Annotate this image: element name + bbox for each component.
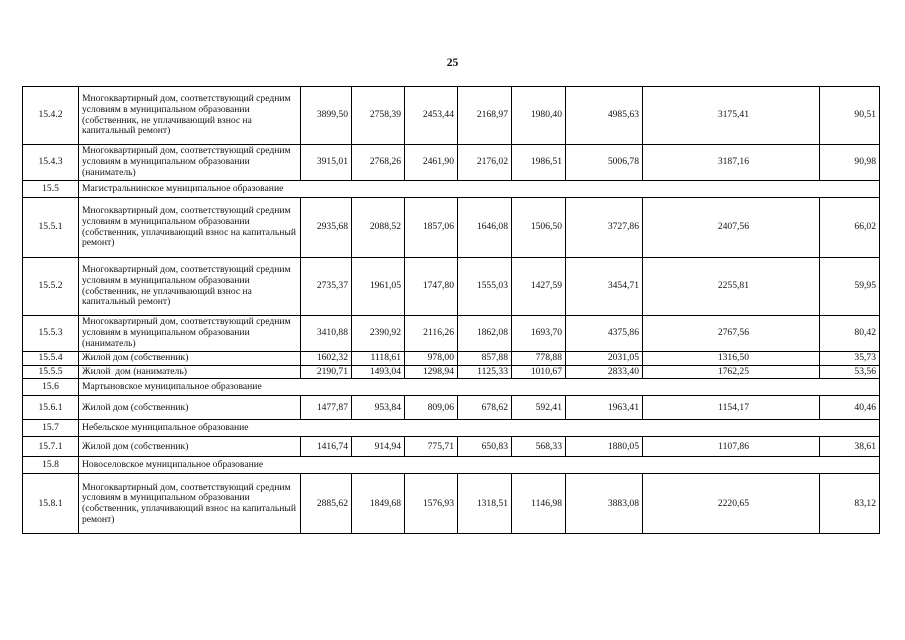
- value-cell: 857,88: [458, 352, 512, 366]
- value-cell: 1762,25: [643, 365, 820, 379]
- row-number: 15.5.5: [23, 365, 79, 379]
- value-cell: 1961,05: [352, 258, 405, 316]
- table-row: [23, 145, 880, 181]
- table-row: [23, 198, 880, 258]
- table-row: [23, 352, 880, 366]
- section-number: 15.5: [23, 181, 79, 198]
- row-description: Многоквартирный дом, соответствующий средним условиям в муниципальном образовании (собственник, уплачивающий взнос на капитальный ремонт): [79, 198, 301, 258]
- value-cell: 4375,86: [566, 316, 643, 352]
- table-row: [23, 396, 880, 420]
- value-cell: 83,12: [820, 474, 880, 534]
- value-cell: 2031,05: [566, 352, 643, 366]
- row-description: Многоквартирный дом, соответствующий средним условиям в муниципальном образовании (наниматель): [79, 145, 301, 181]
- value-cell: 2833,40: [566, 365, 643, 379]
- value-cell: 3175,41: [643, 87, 820, 145]
- value-cell: 592,41: [512, 396, 566, 420]
- value-cell: 1493,04: [352, 365, 405, 379]
- value-cell: 1602,32: [301, 352, 352, 366]
- table-row: [23, 474, 880, 534]
- value-cell: 3410,88: [301, 316, 352, 352]
- value-cell: 1125,33: [458, 365, 512, 379]
- value-cell: 2168,97: [458, 87, 512, 145]
- value-cell: 1298,94: [405, 365, 458, 379]
- row-number: 15.7.1: [23, 437, 79, 457]
- row-number: 15.4.3: [23, 145, 79, 181]
- value-cell: 2220,65: [643, 474, 820, 534]
- value-cell: 1118,61: [352, 352, 405, 366]
- value-cell: 1506,50: [512, 198, 566, 258]
- value-cell: 3883,08: [566, 474, 643, 534]
- value-cell: 38,61: [820, 437, 880, 457]
- value-cell: 2935,68: [301, 198, 352, 258]
- value-cell: 90,51: [820, 87, 880, 145]
- row-description: Многоквартирный дом, соответствующий средним условиям в муниципальном образовании (наниматель): [79, 316, 301, 352]
- value-cell: 914,94: [352, 437, 405, 457]
- section-number: 15.7: [23, 420, 79, 437]
- table-row: [23, 87, 880, 145]
- row-description: Жилой дом (собственник): [79, 396, 301, 420]
- value-cell: 2767,56: [643, 316, 820, 352]
- value-cell: 953,84: [352, 396, 405, 420]
- section-row: [23, 181, 880, 198]
- value-cell: 568,33: [512, 437, 566, 457]
- section-row: [23, 420, 880, 437]
- section-title: Магистральнинское муниципальное образование: [79, 181, 880, 198]
- value-cell: 2407,56: [643, 198, 820, 258]
- value-cell: 2768,26: [352, 145, 405, 181]
- value-cell: 1862,08: [458, 316, 512, 352]
- row-description: Жилой дом (собственник): [79, 437, 301, 457]
- row-number: 15.5.1: [23, 198, 79, 258]
- value-cell: 809,06: [405, 396, 458, 420]
- value-cell: 3915,01: [301, 145, 352, 181]
- value-cell: 2390,92: [352, 316, 405, 352]
- value-cell: 2453,44: [405, 87, 458, 145]
- value-cell: 5006,78: [566, 145, 643, 181]
- value-cell: 1857,06: [405, 198, 458, 258]
- value-cell: 2176,02: [458, 145, 512, 181]
- row-number: 15.5.2: [23, 258, 79, 316]
- table-row: [23, 365, 880, 379]
- value-cell: 1010,67: [512, 365, 566, 379]
- row-description: Многоквартирный дом, соответствующий средним условиям в муниципальном образовании (собственник, не уплачивающий взнос на капитальный ремонт): [79, 87, 301, 145]
- value-cell: 3727,86: [566, 198, 643, 258]
- value-cell: 1986,51: [512, 145, 566, 181]
- row-description: Жилой дом (собственник): [79, 352, 301, 366]
- value-cell: 978,00: [405, 352, 458, 366]
- value-cell: 35,73: [820, 352, 880, 366]
- value-cell: 2088,52: [352, 198, 405, 258]
- value-cell: 1849,68: [352, 474, 405, 534]
- row-number: 15.5.3: [23, 316, 79, 352]
- value-cell: 1107,86: [643, 437, 820, 457]
- row-description: Многоквартирный дом, соответствующий средним условиям в муниципальном образовании (собственник, уплачивающий взнос на капитальный ремонт): [79, 474, 301, 534]
- section-row: [23, 379, 880, 396]
- table-row: [23, 437, 880, 457]
- value-cell: 2255,81: [643, 258, 820, 316]
- value-cell: 1747,80: [405, 258, 458, 316]
- value-cell: 1880,05: [566, 437, 643, 457]
- value-cell: 1693,70: [512, 316, 566, 352]
- row-description: Многоквартирный дом, соответствующий средним условиям в муниципальном образовании (собственник, не уплачивающий взнос на капитальный ремонт): [79, 258, 301, 316]
- value-cell: 1154,17: [643, 396, 820, 420]
- value-cell: 1318,51: [458, 474, 512, 534]
- value-cell: 1576,93: [405, 474, 458, 534]
- value-cell: 775,71: [405, 437, 458, 457]
- value-cell: 1963,41: [566, 396, 643, 420]
- value-cell: 3187,16: [643, 145, 820, 181]
- value-cell: 66,02: [820, 198, 880, 258]
- value-cell: 59,95: [820, 258, 880, 316]
- value-cell: 1477,87: [301, 396, 352, 420]
- page-number: 25: [446, 57, 459, 69]
- value-cell: 1646,08: [458, 198, 512, 258]
- section-number: 15.6: [23, 379, 79, 396]
- tariff-table: [22, 86, 880, 534]
- value-cell: 2461,90: [405, 145, 458, 181]
- value-cell: 1427,59: [512, 258, 566, 316]
- value-cell: 2116,26: [405, 316, 458, 352]
- value-cell: 3454,71: [566, 258, 643, 316]
- value-cell: 80,42: [820, 316, 880, 352]
- section-number: 15.8: [23, 457, 79, 474]
- value-cell: 1555,03: [458, 258, 512, 316]
- value-cell: 1146,98: [512, 474, 566, 534]
- value-cell: 2190,71: [301, 365, 352, 379]
- table-row: [23, 316, 880, 352]
- row-number: 15.5.4: [23, 352, 79, 366]
- value-cell: 2758,39: [352, 87, 405, 145]
- value-cell: 778,88: [512, 352, 566, 366]
- section-title: Новоселовское муниципальное образование: [79, 457, 880, 474]
- value-cell: 2885,62: [301, 474, 352, 534]
- value-cell: 40,46: [820, 396, 880, 420]
- value-cell: 90,98: [820, 145, 880, 181]
- section-title: Мартыновское муниципальное образование: [79, 379, 880, 396]
- row-number: 15.8.1: [23, 474, 79, 534]
- table-row: [23, 258, 880, 316]
- value-cell: 53,56: [820, 365, 880, 379]
- row-description: Жилой дом (наниматель): [79, 365, 301, 379]
- value-cell: 650,83: [458, 437, 512, 457]
- value-cell: 1416,74: [301, 437, 352, 457]
- value-cell: 1980,40: [512, 87, 566, 145]
- row-number: 15.4.2: [23, 87, 79, 145]
- value-cell: 678,62: [458, 396, 512, 420]
- value-cell: 2735,37: [301, 258, 352, 316]
- section-row: [23, 457, 880, 474]
- value-cell: 1316,50: [643, 352, 820, 366]
- row-number: 15.6.1: [23, 396, 79, 420]
- value-cell: 3899,50: [301, 87, 352, 145]
- value-cell: 4985,63: [566, 87, 643, 145]
- section-title: Небельское муниципальное образование: [79, 420, 880, 437]
